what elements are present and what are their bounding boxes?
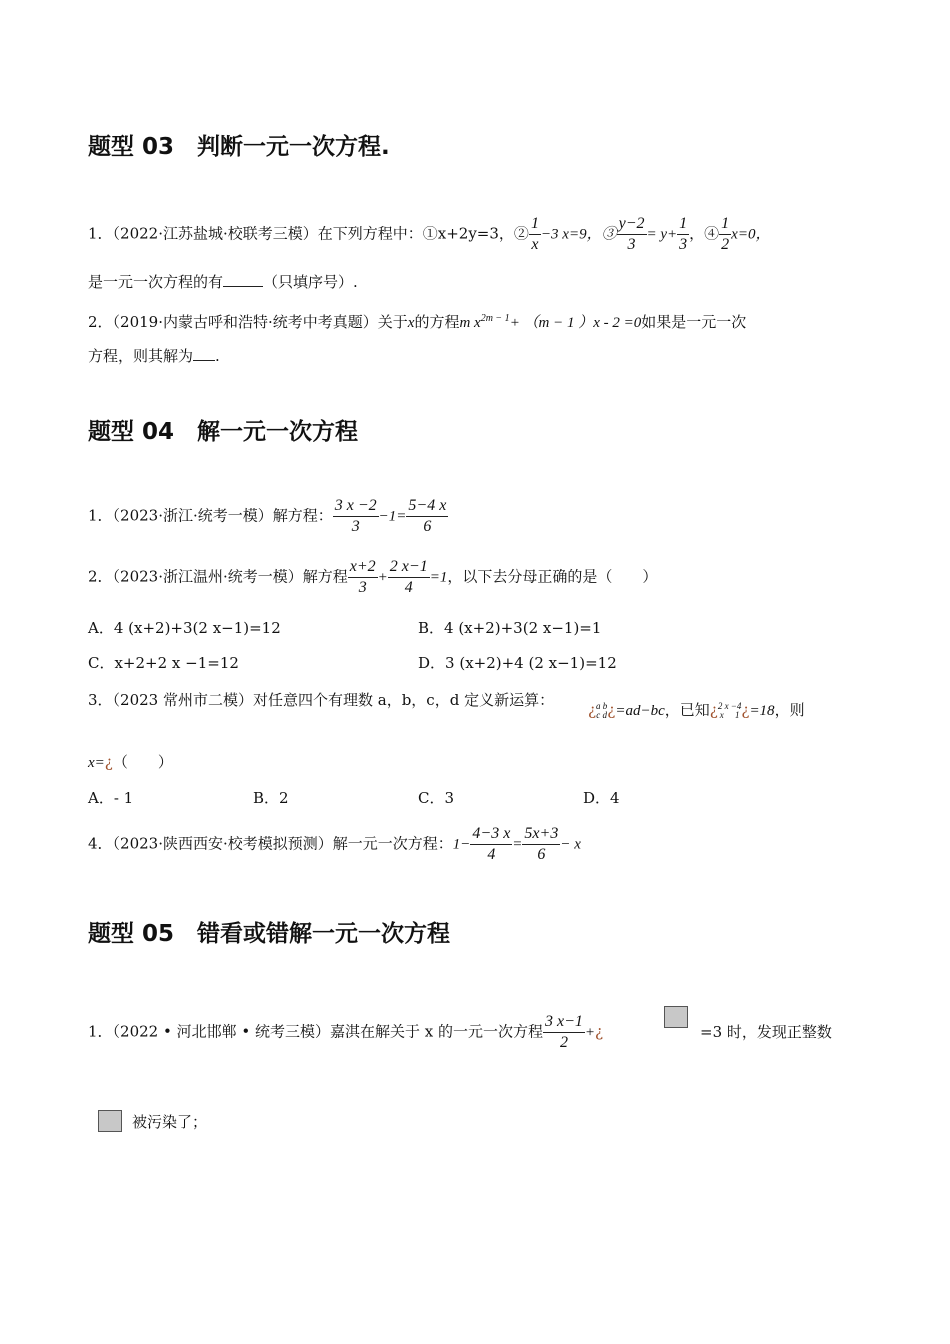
eq-text: − x — [560, 836, 581, 853]
option-b[interactable]: B．4 (x+2)+3(2 x−1)=1 — [418, 619, 602, 637]
fraction: $\frac{3 x -2}{3}$ — [334, 497, 377, 535]
option-a[interactable]: A．4 (x+2)+3(2 x−1)=12 — [88, 619, 281, 637]
q-text: . — [215, 347, 220, 365]
q-source: （2019·内蒙古呼和浩特·统考中考真题）关于 — [112, 313, 408, 331]
fraction: $\frac{5x+3}{6}$ — [524, 825, 559, 863]
q04-3-line1 — [88, 690, 554, 710]
eq-text: + — [377, 569, 388, 586]
q03-2-line2 — [88, 346, 220, 366]
q04-1 — [88, 496, 448, 537]
q04-3-line2 — [88, 752, 173, 773]
q03-2-line1 — [88, 309, 746, 333]
unknown-char: ¿ — [588, 701, 597, 719]
q-number: 1． — [88, 1022, 113, 1041]
unknown-char: ¿ — [595, 1022, 604, 1041]
fraction: $\frac{x+2}{3}$ — [349, 558, 376, 596]
unknown-char: ¿ — [607, 701, 616, 719]
answer-blank[interactable] — [223, 272, 263, 287]
exponent: 2m − 1 — [480, 313, 510, 324]
q-text: ，则 — [774, 701, 805, 719]
q-source: （2023·陕西西安·校考模拟预测）解一元一次方程： — [112, 834, 453, 853]
q04-3-equations — [588, 700, 805, 721]
q03-1-line1 — [88, 214, 770, 255]
var-x: x — [407, 315, 415, 331]
q-source: （2022 • 河北邯郸 • 统考三模）嘉淇在解关于 x 的一元一次方程 — [112, 1022, 543, 1041]
unknown-char: ¿ — [709, 701, 718, 719]
q-text: ，已知 — [664, 701, 710, 719]
eq-text: + — [584, 1024, 596, 1041]
fraction: $\frac{5-4 x}{6}$ — [408, 497, 447, 535]
option-b[interactable]: B．2 — [253, 789, 289, 807]
eq-text: ，④ — [689, 224, 720, 243]
eq-text: x=0， — [731, 226, 771, 243]
fraction: $\frac{4-3 x}{4}$ — [472, 825, 511, 863]
option-c[interactable]: C．x+2+2 x −1=12 — [88, 654, 239, 672]
fraction: $\frac{3 x-1}{2}$ — [545, 1013, 583, 1051]
section-title-03: 题型 03 判断一元一次方程. — [88, 134, 390, 160]
q04-2 — [88, 557, 657, 598]
eq-text: =ad−bc — [615, 703, 665, 719]
fraction: $\frac{1}{2}$ — [721, 215, 730, 253]
q05-1-line2: 被污染了； — [132, 1113, 208, 1131]
q-text: 如果是一元一次 — [641, 313, 747, 331]
eq-text: = y+ — [646, 226, 678, 243]
option-c[interactable]: C．3 — [418, 789, 455, 807]
eq-text: −1= — [378, 508, 407, 525]
q-number: 3． — [88, 691, 113, 709]
q-source: （2023·浙江·统考一模）解方程： — [112, 506, 333, 525]
q-text: 的方程 — [414, 313, 460, 331]
q-text: 是一元一次方程的有 — [88, 273, 224, 291]
section-title-04: 题型 04 解一元一次方程 — [88, 419, 359, 445]
q-number: 2． — [88, 313, 113, 331]
q-text: 方程，则其解为 — [88, 347, 194, 365]
q04-4 — [88, 824, 581, 865]
q-number: 2． — [88, 567, 113, 586]
eq-text: = — [512, 836, 523, 853]
matrix: a b c d — [596, 701, 608, 720]
q03-1-line2 — [88, 272, 358, 292]
answer-paren: （ ） — [112, 753, 173, 771]
q05-1-rhs: =3 时，发现正整数 — [700, 1023, 832, 1041]
unknown-char: ¿ — [741, 701, 750, 719]
eq-text: ①x+2y=3，② — [422, 224, 529, 243]
eq-text: m x — [459, 315, 481, 331]
eq-text: x= — [88, 755, 105, 771]
fraction: $\frac{2 x-1}{4}$ — [389, 558, 428, 596]
section-title-05: 题型 05 错看或错解一元一次方程 — [88, 921, 451, 947]
q-source: （2023 常州市二模）对任意四个有理数 a，b，c，d 定义新运算： — [112, 691, 555, 709]
unknown-char: ¿ — [104, 753, 113, 771]
q-number: 1． — [88, 506, 113, 525]
eq-text: + （m − 1 ）x - 2 =0 — [509, 315, 642, 331]
q-text: ，以下去分母正确的是（ ） — [447, 567, 658, 586]
matrix: 2 x −4 x 1 — [717, 701, 742, 720]
smudged-square-icon — [664, 1006, 688, 1028]
q-source: （2022·江苏盐城·校联考三模）在下列方程中： — [112, 224, 423, 243]
q-number: 1． — [88, 224, 113, 243]
smudged-square-icon — [98, 1110, 122, 1132]
fraction: $\frac{1}{x}$ — [530, 215, 539, 253]
option-d[interactable]: D．3 (x+2)+4 (2 x−1)=12 — [418, 654, 617, 672]
answer-blank[interactable] — [193, 346, 215, 361]
eq-text: =1 — [429, 569, 448, 586]
q-source: （2023·浙江温州·统考一模）解方程 — [112, 567, 348, 586]
eq-text: =18 — [749, 703, 775, 719]
fraction: $\frac{y-2}{3}$ — [618, 215, 645, 253]
eq-text: 1− — [452, 836, 471, 853]
eq-text: −3 x=9，③ — [540, 226, 617, 243]
option-d[interactable]: D．4 — [583, 789, 620, 807]
q-number: 4． — [88, 834, 113, 853]
fraction: $\frac{1}{3}$ — [679, 215, 688, 253]
q-text: （只填序号）. — [263, 273, 358, 291]
option-a[interactable]: A．- 1 — [88, 789, 134, 807]
q05-1-line1 — [88, 1012, 603, 1053]
